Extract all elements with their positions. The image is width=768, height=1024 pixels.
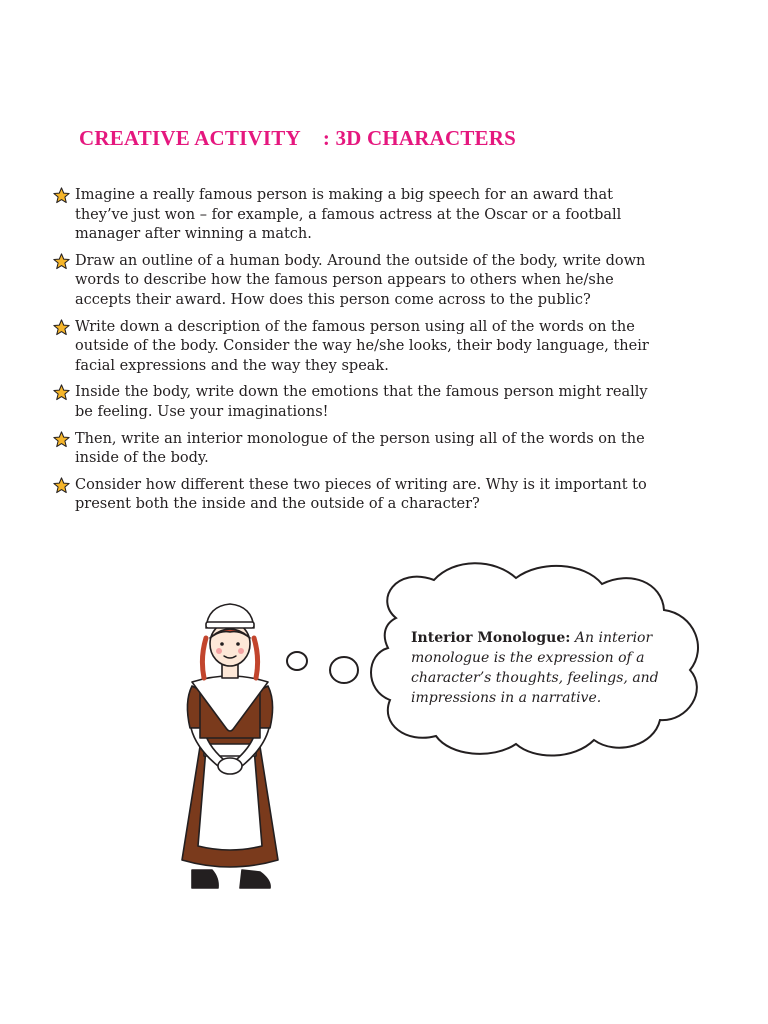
list-item [53,476,653,515]
list-item-text: Draw an outline of a human body. Around the outside of the body, write down words to describe how the famous person appears to others when he/she accepts their award. How does this person come across to the public? [75,252,646,308]
list-item-text: Consider how different these two pieces of writing are. Why is it important to present both the inside and the outside of a character? [75,476,647,513]
list-item [53,252,653,311]
star-icon [53,319,70,336]
star-icon [53,384,70,401]
list-item-text: Imagine a really famous person is making a big speech for an award that they’ve just won – for example, a famous actress at the Oscar or a football manager after winning a match. [75,187,622,243]
star-icon [53,187,70,204]
list-item [53,318,653,377]
title-part-1: CREATIVE ACTIVITY [79,126,301,150]
list-item [53,383,653,422]
list-item [53,430,653,469]
star-icon [53,431,70,448]
star-icon [53,477,70,494]
definition-term: Interior Monologue: [411,630,571,646]
page-title [79,126,516,151]
star-icon [53,253,70,270]
title-part-2: : 3D CHARACTERS [322,126,516,150]
list-item-text: Write down a description of the famous person using all of the words on the outside of the body. Consider the way he/she looks, their body language, their facial expressions and the way they speak. [75,318,649,374]
interior-monologue-definition [411,628,691,708]
definition-text: An interior monologue is the expression of a character’s thoughts, feelings, and impressions in a narrative. [411,630,659,706]
list-item-text: Then, write an interior monologue of the person using all of the words on the inside of the body. [75,430,645,467]
list-item [53,186,653,245]
instruction-list [53,186,653,522]
girl-illustration [170,598,290,898]
list-item-text: Inside the body, write down the emotions that the famous person might really be feeling. Use your imaginations! [75,384,648,420]
